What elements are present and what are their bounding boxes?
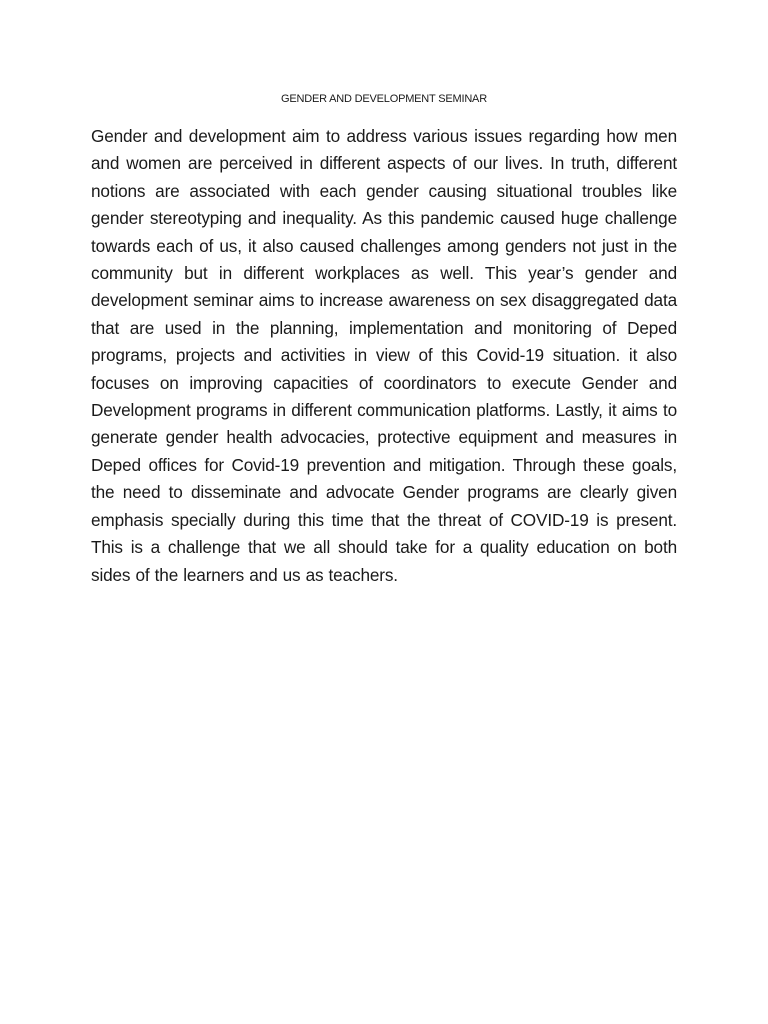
document-title: GENDER AND DEVELOPMENT SEMINAR <box>281 93 487 105</box>
document-body-paragraph: Gender and development aim to address various issues regarding how men and women are perceived in different aspects of our lives. In truth, different notions are associated with each gender causing situational troubles like gender stereotyping and inequality. As this pandemic caused huge challenge towards each of us, it also caused challenges among genders not just in the community but in different workplaces as well. This year’s gender and development seminar aims to increase awareness on sex disaggregated data that are used in the planning, implementation and monitoring of Deped programs, projects and activities in view of this Covid-19 situation. it also focuses on improving capacities of coordinators to execute Gender and Development programs in different communication platforms. Lastly, it aims to generate gender health advocacies, protective equipment and measures in Deped offices for Covid-19 prevention and mitigation. Through these goals, the need to disseminate and advocate Gender programs are clearly given emphasis specially during this time that the threat of COVID-19 is present. This is a challenge that we all should take for a quality education on both sides of the learners and us as teachers. <box>91 126 677 585</box>
